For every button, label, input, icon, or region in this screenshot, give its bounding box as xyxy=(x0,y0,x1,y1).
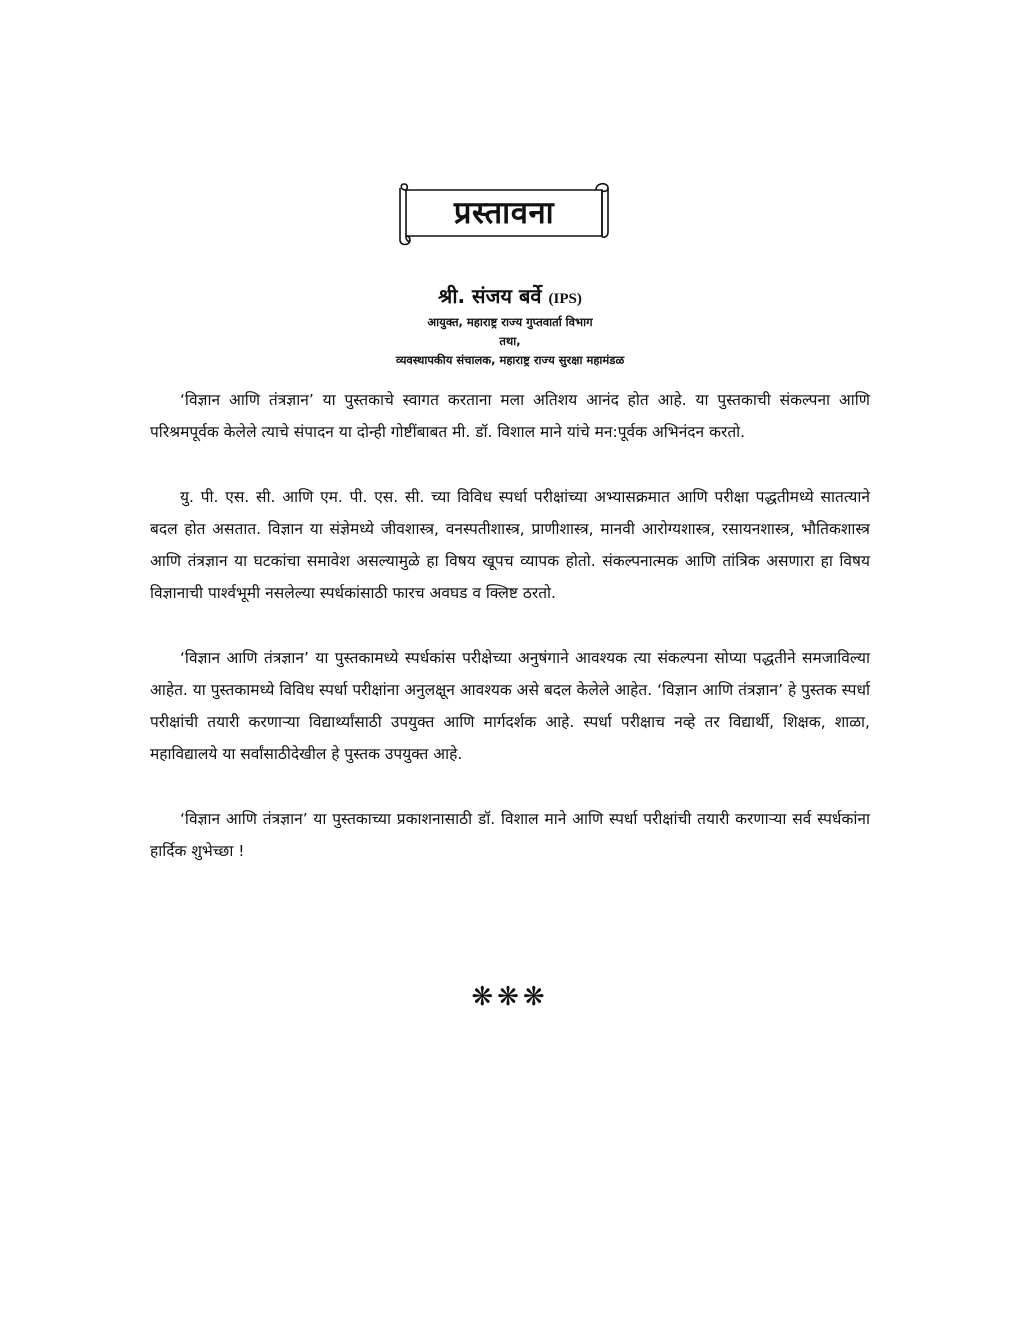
paragraph: ‘विज्ञान आणि तंत्रज्ञान’ या पुस्तकामध्ये स्पर्धकांस परीक्षेच्या अनुषंगाने आवश्यक त्या संकल्पना सोप्या पद्धतीने समजाविल्या आहेत. या पुस्तकामध्ये विविध स्पर्धा परीक्षांना अनुलक्षून आवश्यक असे बदल केलेले आहेत. ‘विज्ञान आणि तंत्रज्ञान’ हे पुस्तक स्पर्धा परीक्षांची तयारी करणाऱ्या विद्यार्थ्यांसाठी उपयुक्त आणि मार्गदर्शक आहे. स्पर्धा परीक्षाच नव्हे तर विद्यार्थी, शिक्षक, शाळा, महाविद्यालये या सर्वांसाठीदेखील हे पुस्तक उपयुक्त आहे. xyxy=(150,649,870,763)
paragraph: यु. पी. एस. सी. आणि एम. पी. एस. सी. च्या विविध स्पर्धा परीक्षांच्या अभ्यासक्रमात आणि परीक्षा पद्धतीमध्ये सातत्याने बदल होत असतात. विज्ञान या संज्ञेमध्ये जीवशास्त्र, वनस्पतीशास्त्र, प्राणीशास्त्र, मानवी आरोग्यशास्त्र, रसायनशास्त्र, भौतिकशास्त्र आणि तंत्रज्ञान या घटकांचा समावेश असल्यामुळे हा विषय खूपच व्यापक होतो. संकल्पनात्मक आणि तांत्रिक असणारा हा विषय विज्ञानाची पार्श्वभूमी नसलेल्या स्पर्धकांसाठी फारच अवघड व क्लिष्ट ठरतो. xyxy=(150,488,870,602)
paragraph: ‘विज्ञान आणि तंत्रज्ञान’ या पुस्तकाचे स्वागत करताना मला अतिशय आनंद होत आहे. या पुस्तकाची संकल्पना आणि परिश्रमपूर्वक केलेले त्याचे संपादन या दोन्ही गोष्टींबाबत मी. डॉ. विशाल माने यांचे मन:पूर्वक अभिनंदन करतो. xyxy=(150,391,870,441)
paragraph: ‘विज्ञान आणि तंत्रज्ञान’ या पुस्तकाच्या प्रकाशनासाठी डॉ. विशाल माने आणि स्पर्धा परीक्षांची तयारी करणाऱ्या सर्व स्पर्धकांना हार्दिक शुभेच्छा ! xyxy=(150,810,870,860)
author-heading xyxy=(150,282,870,313)
author-designation-secondary: व्यवस्थापकीय संचालक, महाराष्ट्र राज्य सुरक्षा महामंडळ xyxy=(395,353,625,367)
author-designation: आयुक्त, महाराष्ट्र राज्य गुप्तवार्ता विभाग xyxy=(427,315,593,329)
page-title: प्रस्तावना xyxy=(453,195,555,231)
author-conjunction: तथा, xyxy=(499,334,521,348)
preface-body xyxy=(150,384,870,900)
author-tag: (IPS) xyxy=(548,291,582,307)
closing-ornament-icon: ❋❋❋ xyxy=(471,982,549,1012)
author-block xyxy=(150,282,870,370)
title-scroll-banner xyxy=(396,178,612,248)
author-name: श्री. संजय बर्वे xyxy=(438,284,542,308)
